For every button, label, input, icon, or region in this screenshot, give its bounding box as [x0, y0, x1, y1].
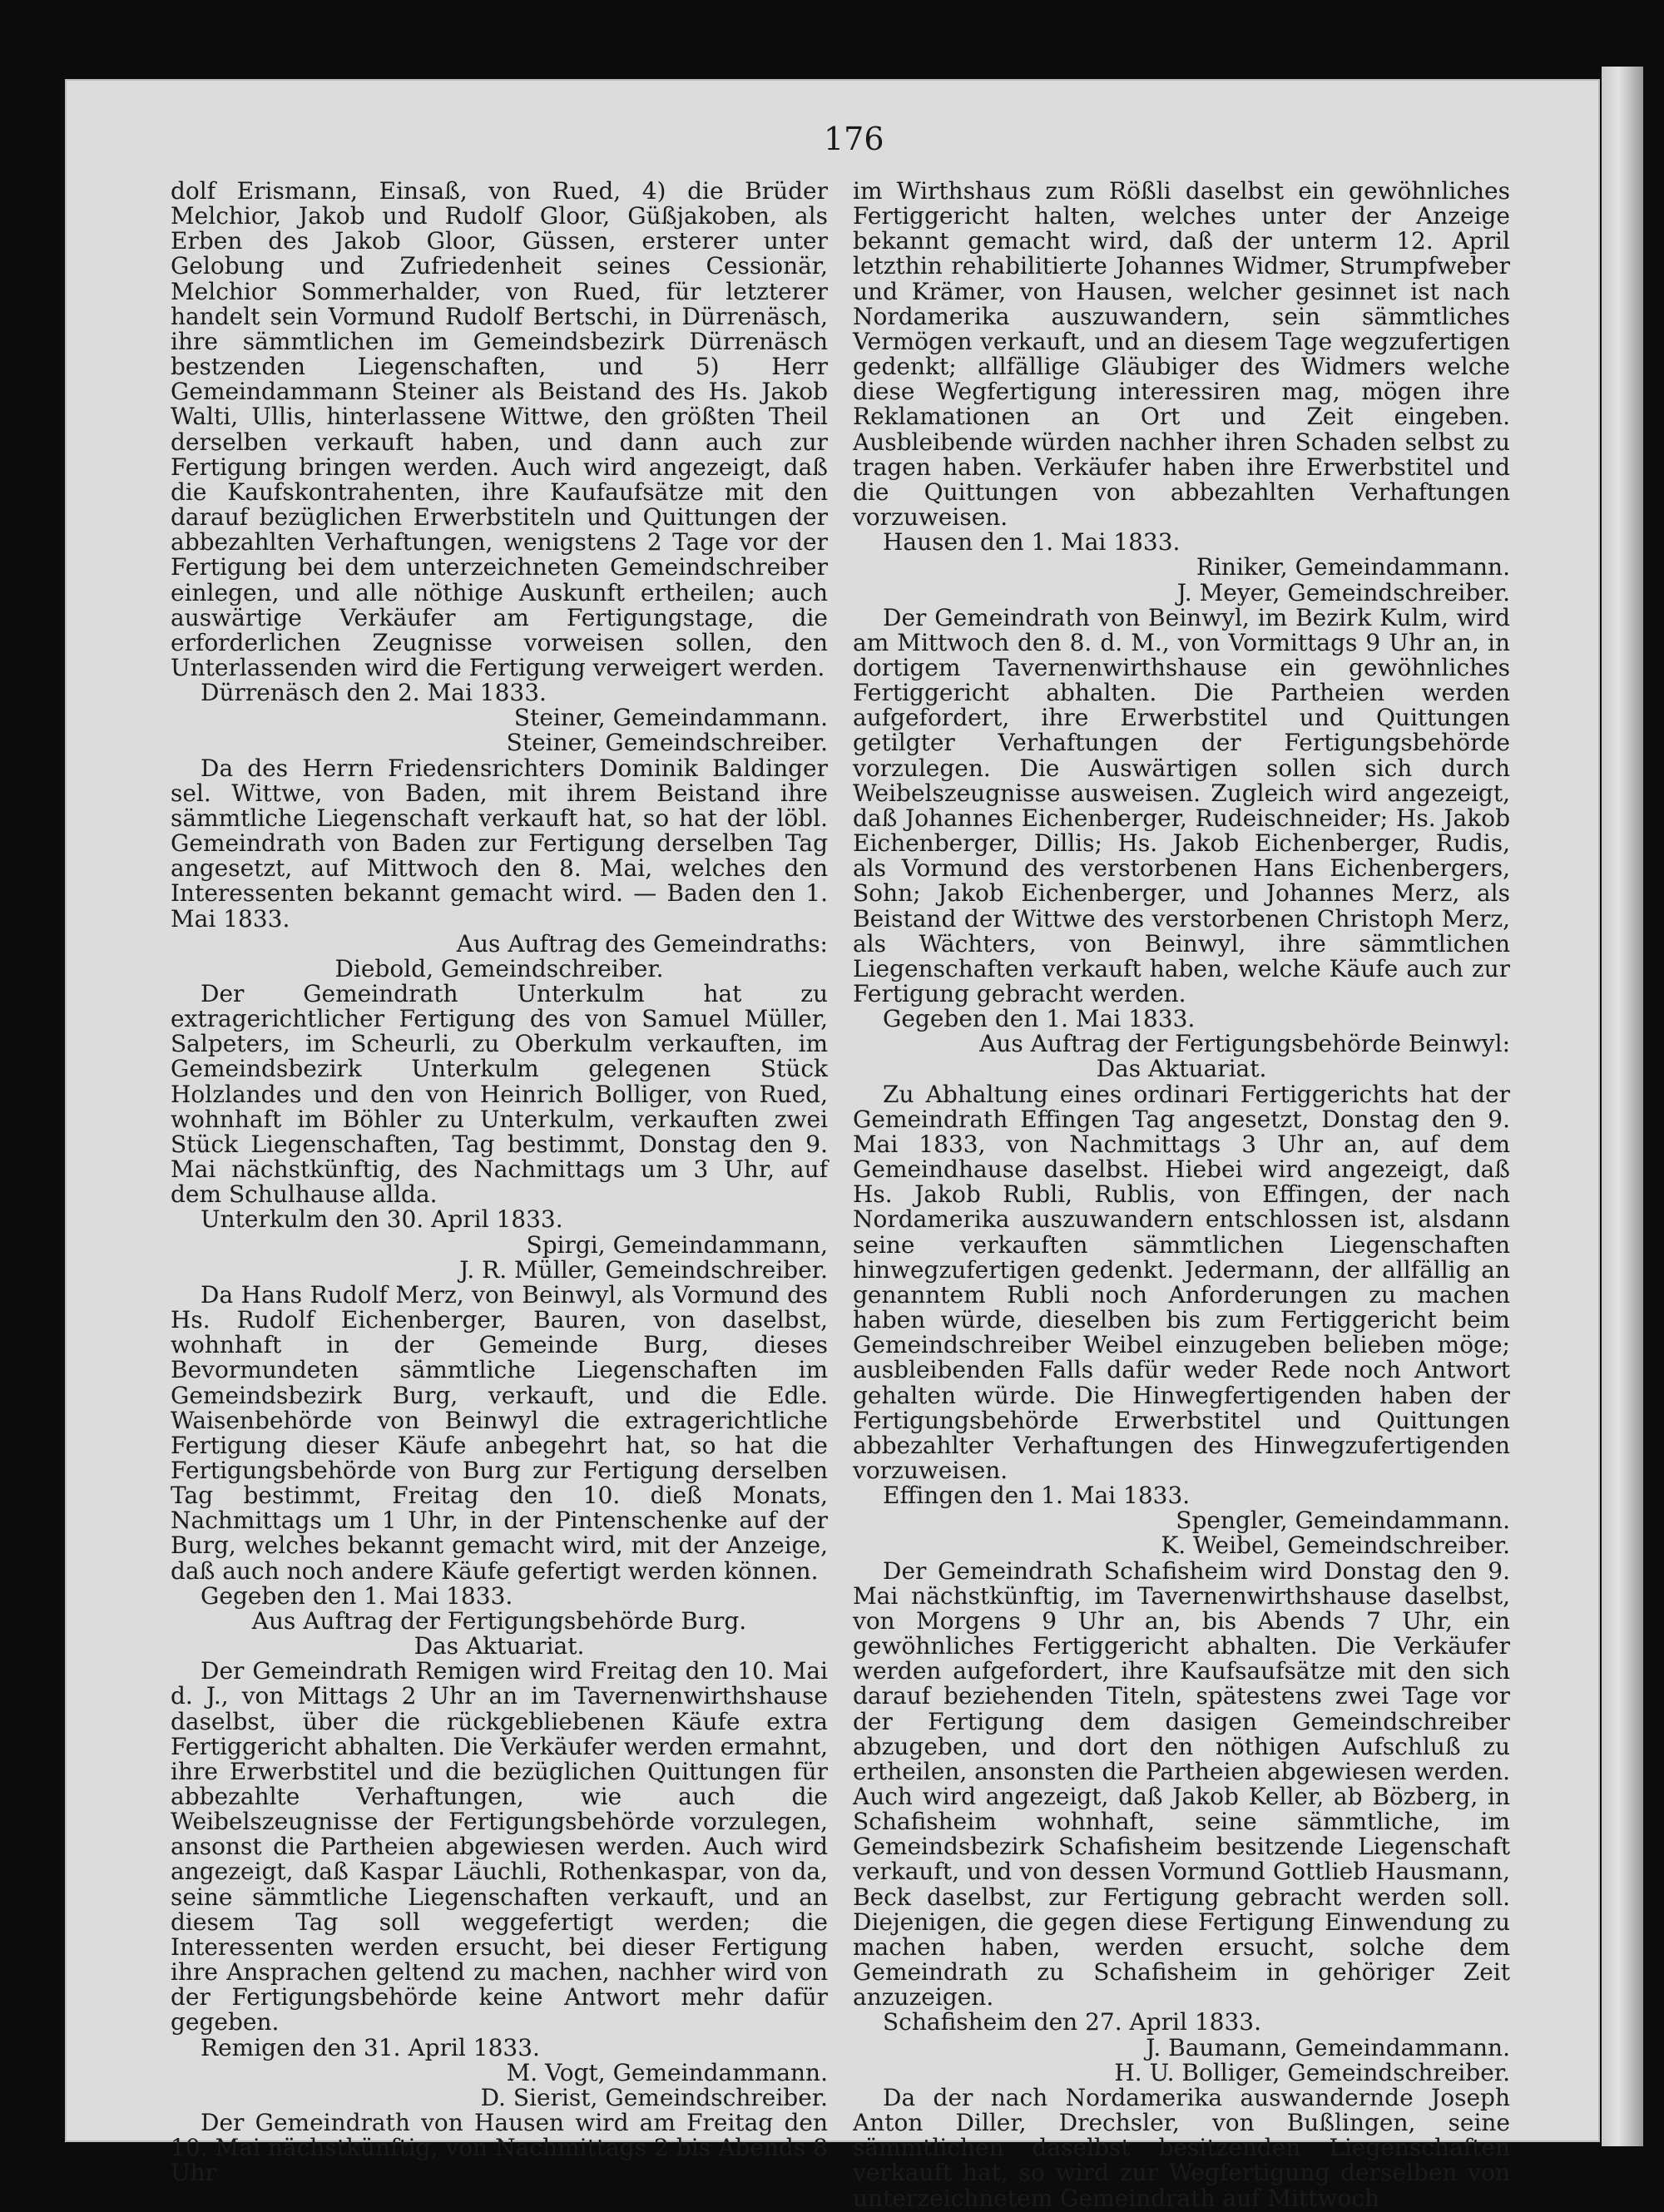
notice-effingen-signature-2: K. Weibel, Gemeindschreiber. — [1161, 1532, 1510, 1560]
notice-effingen-signature-1: Spengler, Gemeindammann. — [1176, 1507, 1510, 1535]
notice-effingen-date: Effingen den 1. Mai 1833. — [883, 1482, 1191, 1510]
notice-duerrenaesch-signature-1: Steiner, Gemeindammann. — [513, 704, 828, 732]
notice-duerrenaesch-signature-2: Steiner, Gemeindschreiber. — [506, 729, 828, 757]
notice-burg-signature-2: Das Aktuariat. — [414, 1632, 585, 1660]
notice-baden-signature-2: Diebold, Gemeindschreiber. — [334, 954, 664, 982]
notice-bussligen-text-start: Da der nach Nordamerika auswandernde Joseph Anton Diller, Drechsler, von Bußlingen, seine sämmtlichen daselbst besitzenden Liegenschaften verkauft hat, so wird zur Wegfertigung derselben von unterzeichnetem Gemeindrath auf Mittwoch — [853, 2083, 1510, 2212]
notice-duerrenaesch-text: dolf Erismann, Einsaß, von Rued, 4) die Brüder Melchior, Jakob und Rudolf Gloor, Güßjakoben, als Erben des Jakob Gloor, Güssen, ersterer unter Gelobung und Zufriedenheit seines Cessionär, Melchior Sommerhalder, von Rued, für letzterer handelt sein Vormund Rudolf Bertschi, in Dürrenäsch, ihre sämmtlichen im Gemeindsbezirk Dürrenäsch bestzenden Liegenschaften, und 5) Herr Gemeindammann Steiner als Beistand des Hs. Jakob Walti, Ullis, hinterlassene Wittwe, den größten Theil derselben verkauft haben, und dann auch zur Fertigung bringen werden. Auch wird angezeigt, daß die Kaufskontrahenten, ihre Kaufaufsätze mit den darauf bezüglichen Erwerbstiteln und Quittungen der abbezahlten Verhaftungen, wenigstens 2 Tage vor der Fertigung bei dem unterzeichneten Gemeindschreiber einlegen, und alle nöthige Auskunft ertheilen; auch auswärtige Verkäufer am Fertigungstage, die erforderlichen Zeugnisse vorweisen sollen, den Unterlassenden wird die Fertigung verweigert werden. — [171, 177, 828, 681]
page-gutter — [1602, 67, 1643, 2146]
notice-schafisheim-date: Schafisheim den 27. April 1833. — [883, 2008, 1261, 2036]
notice-unterkulm-date: Unterkulm den 30. April 1833. — [201, 1205, 563, 1234]
notice-hausen-text-continued: im Wirthshaus zum Rößli daselbst ein gewöhnliches Fertiggericht halten, welches unter der Anzeige bekannt gemacht wird, daß der unterm 12. April letzthin rehabilitierte Johannes Widmer, Strumpfweber und Krämer, von Hausen, welcher gesinnet ist nach Nordamerika auszuwandern, sein sämmtliches Vermögen verkauft, und an diesem Tage wegzufertigen gedenkt; allfällige Gläubiger des Widmers welche diese Wegfertigung interessiren mag, mögen ihre Reklamationen an Ort und Zeit eingeben. Ausbleibende würden nachher ihren Schaden selbst zu tragen haben. Verkäufer haben ihre Erwerbstitel und die Quittungen von abbezahlten Verhaftungen vorzuweisen. — [853, 177, 1510, 532]
notice-remigen-signature-2: D. Sierist, Gemeindschreiber. — [480, 2083, 828, 2111]
notice-effingen-text: Zu Abhaltung eines ordinari Fertiggerichts hat der Gemeindrath Effingen Tag angesetzt, Donstag den 9. Mai 1833, von Nachmittags 3 Uhr an, auf dem Gemeindhause daselbst. Hiebei wird angezeigt, daß Hs. Jakob Rubli, Rublis, von Effingen, der nach Nordamerika auszuwandern entschlossen ist, alsdann seine verkauften sämmtlichen Liegenschaften hinwegzufertigen gedenkt. Jedermann, der allfällig an genanntem Rubli noch Anforderungen zu machen haben würde, dieselben bis zum Fertiggericht beim Gemeindschreiber Weibel einzugeben belieben möge; ausbleibenden Falls dafür weder Rede noch Antwort gehalten würde. Die Hinwegfertigenden haben der Fertigungsbehörde Erwerbstitel und Quittungen abbezahlter Verhaftungen des Hinwegzufertigenden vorzuweisen. — [853, 1080, 1510, 1484]
notice-baden-signature-1: Aus Auftrag des Gemeindraths: — [456, 929, 828, 958]
right-column — [853, 179, 1510, 2211]
notice-beinwyl-date: Gegeben den 1. Mai 1833. — [883, 1005, 1196, 1033]
notice-schafisheim-text: Der Gemeindrath Schafisheim wird Donstag den 9. Mai nächstkünftig, im Tavernenwirthshause daselbst, von Morgens 9 Uhr an, bis Abends 7 Uhr, ein gewöhnliches Fertiggericht abhalten. Die Verkäufer werden aufgefordert, ihre Kaufsaufsätze mit den sich darauf beziehenden Titeln, spätestens zwei Tage vor der Fertigung dem dasigen Gemeindschreiber abzugeben, und dort den nöthigen Aufschluß zu ertheilen, ansonsten die Partheien abgewiesen werden. Auch wird angezeigt, daß Jakob Keller, ab Bözberg, in Schafisheim wohnhaft, seine sämmtliche, im Gemeindsbezirk Schafisheim besitzende Liegenschaft verkauft, und von dessen Vormund Gottlieb Hausmann, Beck daselbst, zur Fertigung gebracht werden soll. Diejenigen, die gegen diese Fertigung Einwendung zu machen haben, werden ersucht, solche dem Gemeindrath zu Schafisheim in gehöriger Zeit anzuzeigen. — [853, 1556, 1510, 2012]
notice-unterkulm-signature-2: J. R. Müller, Gemeindschreiber. — [459, 1255, 828, 1284]
notice-burg-text: Da Hans Rudolf Merz, von Beinwyl, als Vormund des Hs. Rudolf Eichenberger, Bauren, von daselbst, wohnhaft in der Gemeinde Burg, dieses Bevormundeten sämmtliche Liegenschaften im Gemeindsbezirk Burg, verkauft, und die Edle. Waisenbehörde von Beinwyl die extragerichtliche Fertigung dieser Käufe anbegehrt hat, so hat die Fertigungsbehörde von Burg zur Fertigung derselben Tag bestimmt, Freitag den 10. dieß Monats, Nachmittags um 1 Uhr, in der Pintenschenke auf der Burg, welches bekannt gemacht wird, mit der Anzeige, daß auch noch andere Käufe gefertigt werden können. — [171, 1280, 828, 1585]
notice-hausen-signature-1: Riniker, Gemeindammann. — [1196, 553, 1510, 581]
page-number: 176 — [824, 121, 884, 157]
notice-duerrenaesch-date: Dürrenäsch den 2. Mai 1833. — [201, 679, 547, 707]
notice-unterkulm-signature-1: Spirgi, Gemeindammann, — [526, 1230, 828, 1259]
notice-burg-signature-1: Aus Auftrag der Fertigungsbehörde Burg. — [251, 1606, 747, 1635]
notice-remigen-date: Remigen den 31. April 1833. — [201, 2033, 540, 2061]
left-column — [171, 179, 828, 2186]
notice-beinwyl-signature-2: Das Aktuariat. — [1096, 1055, 1267, 1083]
notice-hausen-signature-2: J. Meyer, Gemeindschreiber. — [1176, 578, 1510, 606]
notice-burg-date: Gegeben den 1. Mai 1833. — [201, 1581, 513, 1610]
notice-schafisheim-signature-1: J. Baumann, Gemeindammann. — [1146, 2033, 1510, 2061]
notice-schafisheim-signature-2: H. U. Bolliger, Gemeindschreiber. — [1114, 2058, 1510, 2086]
notice-hausen-text-start: Der Gemeindrath von Hausen wird am Freitag den 10. Mai nächstkünftig, von Nachmittags 2 bis Abends 8 Uhr — [171, 2109, 828, 2187]
notice-beinwyl-text: Der Gemeindrath von Beinwyl, im Bezirk Kulm, wird am Mittwoch den 8. d. M., von Vormittags 9 Uhr an, in dortigem Tavernenwirthshause ein gewöhnliches Fertiggericht abhalten. Die Partheien werden aufgefordert, ihre Erwerbstitel und Quittungen getilgter Verhaftungen der Fertigungsbehörde vorzulegen. Die Auswärtigen sollen sich durch Weibelszeugnisse ausweisen. Zugleich wird angezeigt, daß Johannes Eichenberger, Rudeischneider; Hs. Jakob Eichenberger, Dillis; Hs. Jakob Eichenberger, Rudis, als Vormund des verstorbenen Hans Eichenbergers, Sohn; Jakob Eichenberger, und Johannes Merz, als Beistand der Wittwe des verstorbenen Christoph Merz, als Wächters, von Beinwyl, ihre sämmtlichen Liegenschaften verkauft haben, welche Käufe auch zur Fertigung gebracht werden. — [853, 603, 1510, 1007]
notice-remigen-signature-1: M. Vogt, Gemeindammann. — [506, 2058, 828, 2086]
notice-hausen-date: Hausen den 1. Mai 1833. — [883, 528, 1181, 557]
notice-beinwyl-signature-1: Aus Auftrag der Fertigungsbehörde Beinwyl: — [979, 1030, 1510, 1058]
notice-unterkulm-text: Der Gemeindrath Unterkulm hat zu extragerichtlicher Fertigung des von Samuel Müller, Salpeters, im Scheurli, zu Oberkulm verkauften, im Gemeindsbezirk Unterkulm gelegenen Stück Holzlandes und den von Heinrich Bolliger, von Rued, wohnhaft im Böhler zu Unterkulm, verkauften zwei Stück Liegenschaften, Tag bestimmt, Donstag den 9. Mai nächstkünftig, des Nachmittags um 3 Uhr, auf dem Schulhause allda. — [171, 980, 828, 1209]
notice-baden-text: Da des Herrn Friedensrichters Dominik Baldinger sel. Wittwe, von Baden, mit ihrem Beistand ihre sämmtliche Liegenschaft verkauft hat, so hat der löbl. Gemeindrath von Baden zur Fertigung derselben Tag angesetzt, auf Mittwoch den 8. Mai, welches den Interessenten bekannt gemacht wird. — Baden den 1. Mai 1833. — [171, 754, 828, 933]
notice-remigen-text: Der Gemeindrath Remigen wird Freitag den 10. Mai d. J., von Mittags 2 Uhr an im Tavernenwirthshause daselbst, über die rückgebliebenen Käufe extra Fertiggericht abhalten. Die Verkäufer werden ermahnt, ihre Erwerbstitel und die bezüglichen Quittungen für abbezahlte Verhaftungen, wie auch die Weibelszeugnisse der Fertigungsbehörde vorzulegen, ansonst die Partheien abgewiesen werden. Auch wird angezeigt, daß Kaspar Läuchli, Rothenkaspar, von da, seine sämmtliche Liegenschaften verkauft, und an diesem Tag soll weggefertigt werden; die Interessenten werden ersucht, bei dieser Fertigung ihre Ansprachen geltend zu machen, nachher wird von der Fertigungsbehörde keine Antwort mehr dafür gegeben. — [171, 1657, 828, 2036]
